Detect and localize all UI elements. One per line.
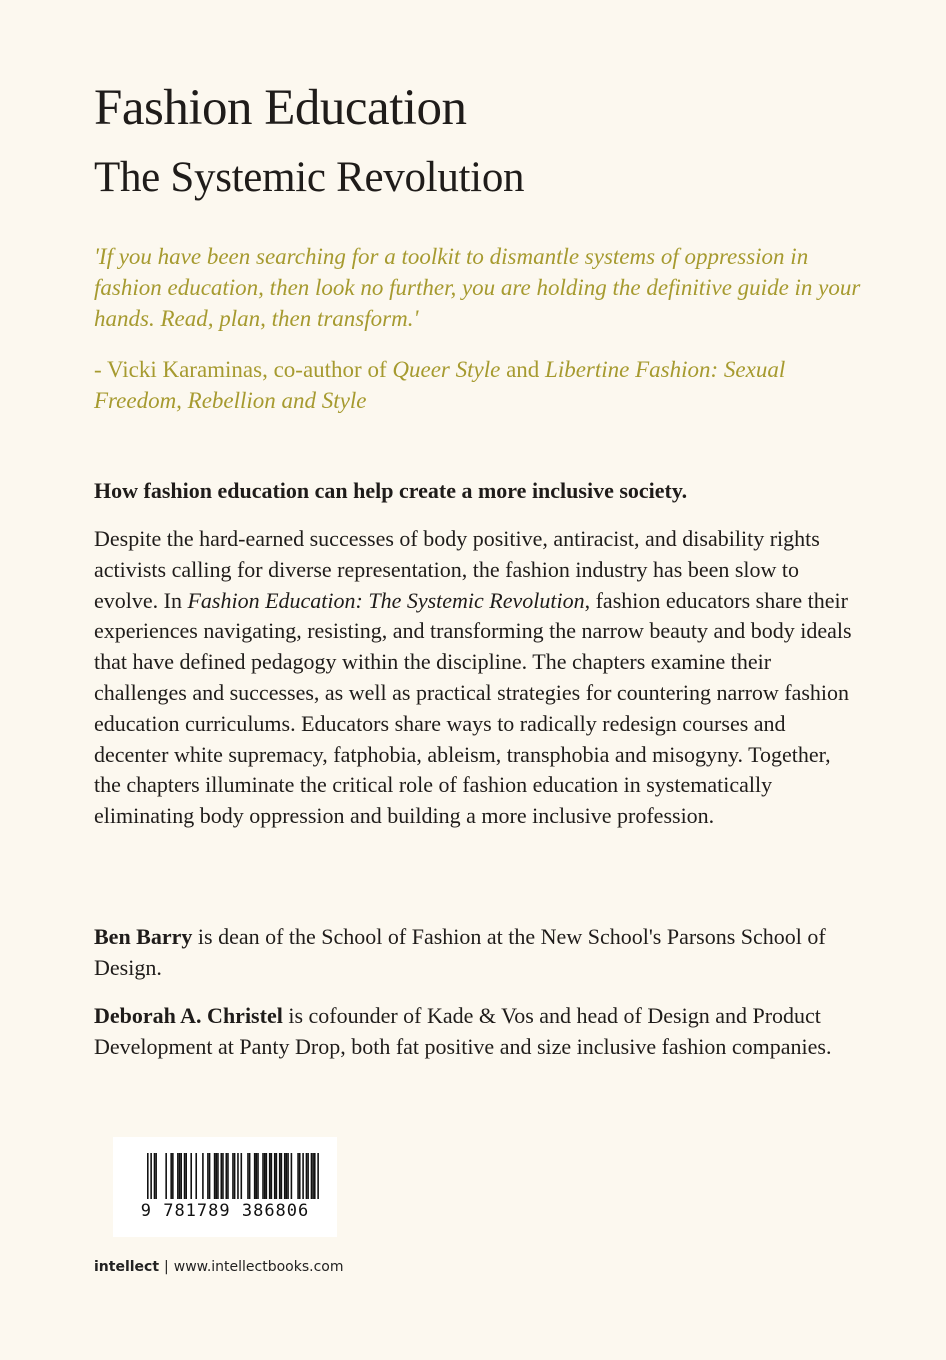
barcode-bar: [256, 1153, 258, 1199]
barcode-bar: [307, 1153, 309, 1199]
barcode-bar: [279, 1153, 281, 1199]
quote-text: 'If you have been searching for a toolkit to dismantle systems of oppression in fashion education, then look no further, you are holding the definitive guide in your hands. Read, plan, then transform.': [94, 244, 861, 331]
barcode-bar: [311, 1153, 313, 1199]
barcode-bar: [276, 1153, 278, 1199]
barcode-bar: [185, 1153, 187, 1199]
barcode-bar: [220, 1153, 222, 1199]
barcode-bar: [266, 1153, 268, 1199]
author-name-2: Deborah A. Christel: [94, 1003, 283, 1028]
author-bio-text-1: is dean of the School of Fashion at the New School's Parsons School of Design.: [94, 924, 826, 980]
barcode-bar: [264, 1153, 266, 1199]
barcode-bar: [299, 1153, 301, 1199]
barcode-bar: [287, 1153, 289, 1199]
description-part-2: , fashion educators share their experiences navigating, resisting, and transforming the narrow beauty and body ideals that have defined pedagogy within the discipline. The chapters examine their challenges and successes, as well as practical strategies for countering narrow fashion education curriculums. Educators share ways to radically redesign courses and decenter white supremacy, fatphobia, ableism, transphobia and misogyny. Together, the chapters illuminate the critical role of fashion education in systematically eliminating body oppression and building a more inclusive profession.: [94, 587, 852, 829]
publisher-footer: [94, 1257, 344, 1277]
barcode-bar: [317, 1153, 319, 1199]
barcode-bar: [291, 1153, 293, 1199]
book-title: Fashion Education: [94, 80, 467, 136]
barcode-bar: [217, 1153, 219, 1199]
barcode-bar: [154, 1153, 156, 1199]
quote-attribution: [94, 354, 864, 416]
barcode-bar: [306, 1153, 308, 1199]
barcode-bar: [249, 1153, 251, 1199]
endorsement-quote: [94, 241, 864, 416]
quoted-book-2: Libertine Fashion: Sexual Freedom, Rebellion and Style: [94, 357, 786, 413]
barcode-bar: [286, 1153, 288, 1199]
barcode-bar: [184, 1153, 186, 1199]
footer-separator: |: [164, 1259, 169, 1275]
barcode-bar: [284, 1153, 286, 1199]
barcode-bar: [257, 1153, 259, 1199]
barcode-bar: [222, 1153, 224, 1199]
attribution-prefix: - Vicki Karaminas, co-author of: [94, 357, 393, 382]
barcode-bar: [147, 1153, 149, 1199]
description-book-title: Fashion Education: The Systemic Revolution: [187, 587, 585, 613]
description-paragraph: [94, 524, 854, 832]
barcode-bar: [312, 1153, 314, 1199]
barcode-bar: [170, 1153, 172, 1199]
barcode-bar: [234, 1153, 236, 1199]
publisher-name: intellect: [94, 1259, 160, 1275]
barcode-bar: [172, 1153, 174, 1199]
barcode-bar: [209, 1153, 211, 1199]
barcode-bar: [155, 1153, 157, 1199]
barcode-bar: [314, 1153, 316, 1199]
barcode-bar: [177, 1153, 179, 1199]
publisher-website[interactable]: www.intellectbooks.com: [173, 1259, 344, 1275]
barcode-bar: [241, 1153, 243, 1199]
author-bio-text-2: is cofounder of Kade & Vos and head of Design and Product Development at Panty Drop, both fat positive and size inclusive fashion companies.: [94, 1003, 832, 1059]
barcode-bar: [227, 1153, 229, 1199]
barcode-bar: [179, 1153, 181, 1199]
isbn-barcode: [113, 1137, 337, 1237]
barcode-bar: [269, 1153, 271, 1199]
lede-heading: How fashion education can help create a more inclusive society.: [94, 478, 688, 503]
book-subtitle: The Systemic Revolution: [94, 154, 525, 201]
barcode-bar: [262, 1153, 264, 1199]
barcode-bar: [247, 1153, 249, 1199]
author-bio-2: [94, 1001, 854, 1063]
barcode-bar: [237, 1153, 239, 1199]
barcode-bar: [165, 1153, 167, 1199]
isbn-digits: 9 781789 386806: [140, 1201, 310, 1221]
barcode-bar: [271, 1153, 273, 1199]
barcode-bar: [195, 1153, 197, 1199]
barcode-bars: [113, 1137, 337, 1201]
barcode-bar: [150, 1153, 152, 1199]
barcode-bar: [232, 1153, 234, 1199]
quoted-book-1: Queer Style: [392, 357, 501, 382]
barcode-bar: [274, 1153, 276, 1199]
barcode-bar: [180, 1153, 182, 1199]
attribution-and: and: [500, 357, 546, 382]
barcode-bar: [215, 1153, 217, 1199]
barcode-bar: [254, 1153, 256, 1199]
barcode-bar: [302, 1153, 304, 1199]
barcode-bar: [190, 1153, 192, 1199]
barcode-bar: [297, 1153, 299, 1199]
barcode-bar: [202, 1153, 204, 1199]
author-name-1: Ben Barry: [94, 924, 193, 949]
barcode-bar: [207, 1153, 209, 1199]
author-bio-1: [94, 922, 854, 984]
barcode-bar: [281, 1153, 283, 1199]
barcode-bar: [214, 1153, 216, 1199]
barcode-bar: [225, 1153, 227, 1199]
description-part-1: Despite the hard-earned successes of body positive, antiracist, and disability rights activists calling for diverse representation, the fashion industry has been slow to evolve. In: [94, 526, 820, 613]
